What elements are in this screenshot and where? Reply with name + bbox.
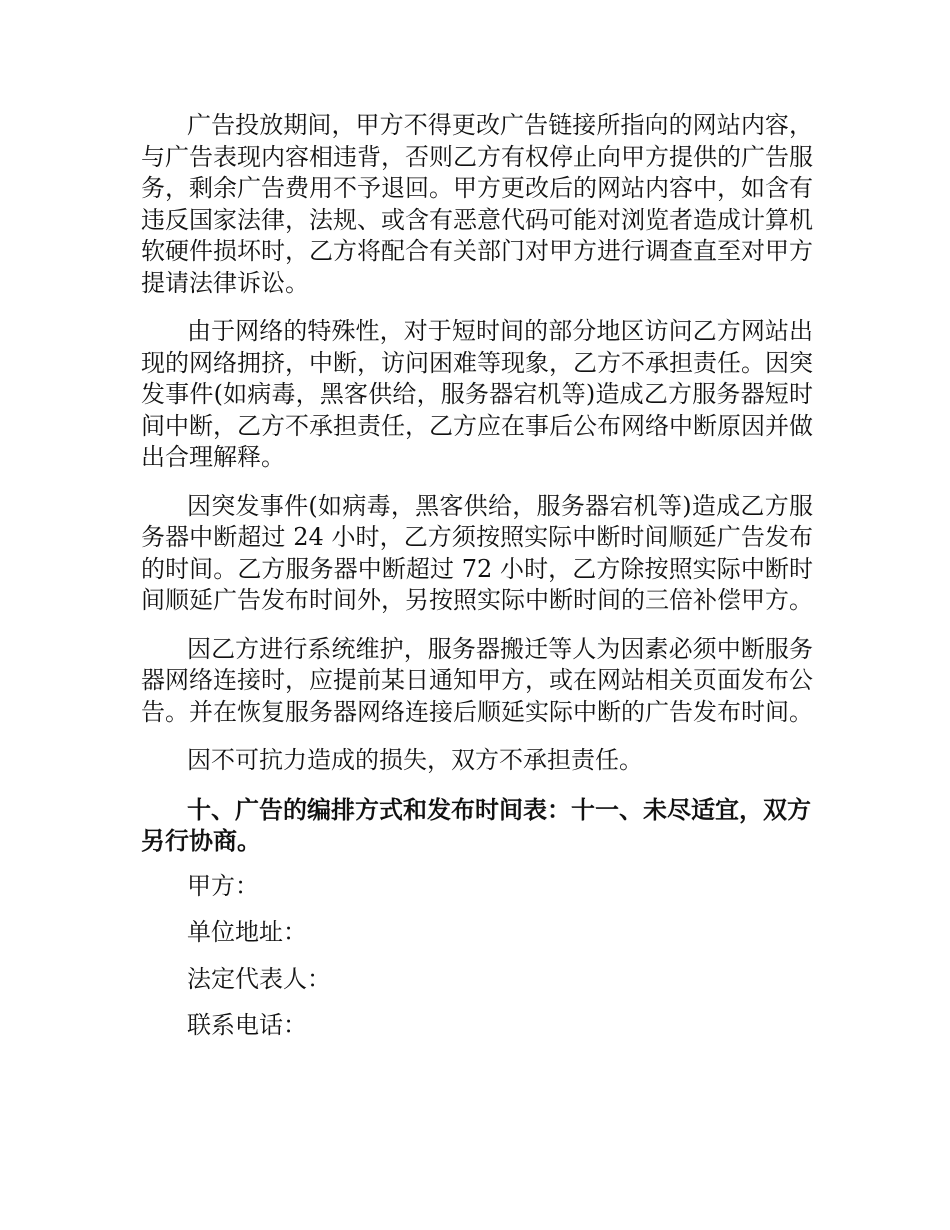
paragraph-ad-content-change: 广告投放期间，甲方不得更改广告链接所指向的网站内容，与广告表现内容相违背，否则乙方有权停止向甲方提供的广告服务，剩余广告费用不予退回。甲方更改后的网站内容中，如含有违反国家法律，法规、或含有恶意代码可能对浏览者造成计算机软硬件损坏时，乙方将配合有关部门对甲方进行调查直至对甲方提请法律诉讼。 <box>141 111 813 297</box>
legal-representative-label: 法定代表人： <box>187 964 331 993</box>
paragraph-force-majeure: 因不可抗力造成的损失，双方不承担责任。 <box>187 746 643 774</box>
party-a-label: 甲方： <box>187 871 259 900</box>
phone-label: 联系电话： <box>187 1011 307 1039</box>
address-label: 单位地址： <box>187 918 307 946</box>
paragraph-system-maintenance: 因乙方进行系统维护，服务器搬迁等人为因素必须中断服务器网络连接时，应提前某日通知甲方，或在网站相关页面发布公告。并在恢复服务器网络连接后顺延实际中断的广告发布时间。 <box>141 634 813 726</box>
section-heading: 十、广告的编排方式和发布时间表：十一、未尽适宜，双方另行协商。 <box>141 794 811 855</box>
paragraph-network-special: 由于网络的特殊性，对于短时间的部分地区访问乙方网站出现的网络拥挤，中断，访问困难等现象，乙方不承担责任。因突发事件(如病毒，黑客供给，服务器宕机等)造成乙方服务器短时间中断，乙方不承担责任，乙方应在事后公布网络中断原因并做出合理解释。 <box>141 317 813 471</box>
document-body <box>141 110 813 1057</box>
paragraph-server-outage: 因突发事件(如病毒，黑客供给，服务器宕机等)造成乙方服务器中断超过 24 小时，乙方须按照实际中断时间顺延广告发布的时间。乙方服务器中断超过 72 小时，乙方除按照实际中断时间顺延广告发布时间外，另按照实际中断时间的三倍补偿甲方。 <box>141 491 813 614</box>
